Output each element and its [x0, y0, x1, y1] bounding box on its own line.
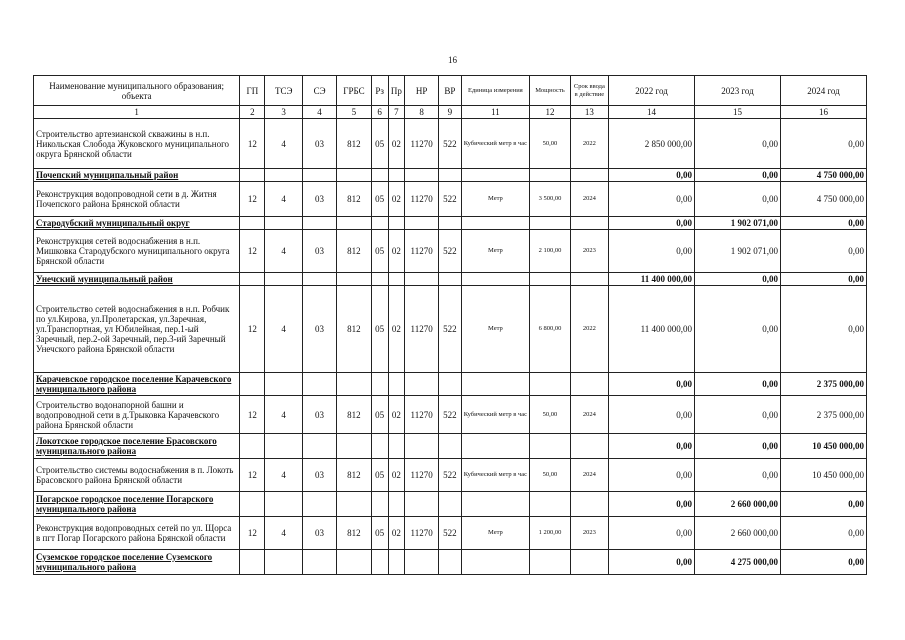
- group-row: [34, 217, 867, 230]
- cell-power: 2 100,00: [530, 230, 570, 273]
- empty-cell: [404, 492, 438, 517]
- object-name: Реконструкция водопроводных сетей по ул. Щорса в пгт Погар Погарского района Брянской области: [34, 517, 240, 550]
- page-number: 16: [448, 55, 457, 65]
- group-amount-2023: 2 660 000,00: [695, 492, 781, 517]
- empty-cell: [530, 169, 570, 182]
- empty-cell: [240, 492, 265, 517]
- empty-cell: [265, 169, 302, 182]
- cell-y2024: 0,00: [780, 230, 866, 273]
- empty-cell: [530, 273, 570, 286]
- empty-cell: [388, 550, 404, 575]
- empty-cell: [337, 273, 371, 286]
- empty-cell: [439, 492, 461, 517]
- cell-term: 2024: [570, 459, 608, 492]
- cell-se: 03: [302, 517, 336, 550]
- group-amount-2024: 2 375 000,00: [780, 373, 866, 396]
- cell-tse: 4: [265, 286, 302, 373]
- cell-grbs: 812: [337, 459, 371, 492]
- column-number: 13: [570, 106, 608, 119]
- group-amount-2022: 0,00: [609, 550, 695, 575]
- column-number-row: [34, 106, 867, 119]
- empty-cell: [570, 550, 608, 575]
- empty-cell: [404, 373, 438, 396]
- cell-pr: 02: [388, 459, 404, 492]
- cell-se: 03: [302, 286, 336, 373]
- empty-cell: [371, 550, 388, 575]
- header-tse: ТСЭ: [265, 76, 302, 106]
- empty-cell: [530, 217, 570, 230]
- cell-se: 03: [302, 230, 336, 273]
- cell-y2022: 0,00: [609, 396, 695, 434]
- header-2024: 2024 год: [780, 76, 866, 106]
- cell-tse: 4: [265, 459, 302, 492]
- cell-unit: Метр: [461, 230, 530, 273]
- empty-cell: [240, 273, 265, 286]
- group-amount-2024: 0,00: [780, 492, 866, 517]
- header-2022: 2022 год: [609, 76, 695, 106]
- empty-cell: [302, 217, 336, 230]
- cell-grbs: 812: [337, 286, 371, 373]
- header-vr: ВР: [439, 76, 461, 106]
- group-row: [34, 169, 867, 182]
- header-gp: ГП: [240, 76, 265, 106]
- cell-y2024: 0,00: [780, 517, 866, 550]
- cell-gp: 12: [240, 182, 265, 217]
- empty-cell: [404, 273, 438, 286]
- group-amount-2022: 0,00: [609, 434, 695, 459]
- object-row: [34, 459, 867, 492]
- empty-cell: [461, 169, 530, 182]
- group-row: [34, 373, 867, 396]
- empty-cell: [439, 373, 461, 396]
- cell-y2022: 0,00: [609, 459, 695, 492]
- cell-grbs: 812: [337, 230, 371, 273]
- cell-nr: 11270: [404, 182, 438, 217]
- cell-rz: 05: [371, 230, 388, 273]
- cell-grbs: 812: [337, 119, 371, 169]
- empty-cell: [337, 492, 371, 517]
- empty-cell: [265, 492, 302, 517]
- object-name: Строительство водонапорной башни и водопроводной сети в д.Трыковка Карачевского района Брянской области: [34, 396, 240, 434]
- budget-table-container: [33, 75, 867, 575]
- cell-pr: 02: [388, 182, 404, 217]
- cell-term: 2022: [570, 119, 608, 169]
- group-row: [34, 273, 867, 286]
- empty-cell: [461, 373, 530, 396]
- group-name: Стародубский муниципальный округ: [34, 217, 240, 230]
- column-number: 2: [240, 106, 265, 119]
- empty-cell: [240, 373, 265, 396]
- empty-cell: [461, 492, 530, 517]
- header-pr: Пр: [388, 76, 404, 106]
- cell-power: 3 500,00: [530, 182, 570, 217]
- cell-gp: 12: [240, 517, 265, 550]
- cell-vr: 522: [439, 396, 461, 434]
- object-name: Строительство артезианской скважины в н.п. Никольская Слобода Жуковского муниципального округа Брянской области: [34, 119, 240, 169]
- empty-cell: [530, 550, 570, 575]
- cell-pr: 02: [388, 119, 404, 169]
- cell-rz: 05: [371, 119, 388, 169]
- cell-grbs: 812: [337, 517, 371, 550]
- cell-grbs: 812: [337, 396, 371, 434]
- cell-rz: 05: [371, 182, 388, 217]
- empty-cell: [337, 169, 371, 182]
- cell-term: 2022: [570, 286, 608, 373]
- header-2023: 2023 год: [695, 76, 781, 106]
- cell-nr: 11270: [404, 396, 438, 434]
- cell-gp: 12: [240, 396, 265, 434]
- cell-grbs: 812: [337, 182, 371, 217]
- group-row: [34, 492, 867, 517]
- object-row: [34, 517, 867, 550]
- group-row: [34, 550, 867, 575]
- header-nr: НР: [404, 76, 438, 106]
- empty-cell: [371, 492, 388, 517]
- group-amount-2022: 0,00: [609, 373, 695, 396]
- empty-cell: [439, 169, 461, 182]
- cell-gp: 12: [240, 459, 265, 492]
- empty-cell: [302, 550, 336, 575]
- cell-unit: Метр: [461, 517, 530, 550]
- cell-pr: 02: [388, 517, 404, 550]
- empty-cell: [302, 373, 336, 396]
- cell-tse: 4: [265, 119, 302, 169]
- cell-nr: 11270: [404, 459, 438, 492]
- empty-cell: [337, 434, 371, 459]
- group-amount-2023: 0,00: [695, 169, 781, 182]
- empty-cell: [439, 434, 461, 459]
- empty-cell: [404, 217, 438, 230]
- cell-y2022: 0,00: [609, 230, 695, 273]
- group-amount-2024: 4 750 000,00: [780, 169, 866, 182]
- empty-cell: [461, 217, 530, 230]
- group-amount-2022: 0,00: [609, 217, 695, 230]
- empty-cell: [570, 373, 608, 396]
- cell-nr: 11270: [404, 230, 438, 273]
- empty-cell: [337, 550, 371, 575]
- table-body: [34, 119, 867, 575]
- group-name: Карачевское городское поселение Карачевского муниципального района: [34, 373, 240, 396]
- header-power: Мощность: [530, 76, 570, 106]
- empty-cell: [337, 217, 371, 230]
- cell-vr: 522: [439, 230, 461, 273]
- empty-cell: [439, 550, 461, 575]
- column-number: 15: [695, 106, 781, 119]
- cell-unit: Метр: [461, 286, 530, 373]
- cell-gp: 12: [240, 119, 265, 169]
- cell-power: 6 800,00: [530, 286, 570, 373]
- cell-unit: Кубический метр в час: [461, 459, 530, 492]
- cell-term: 2023: [570, 517, 608, 550]
- object-row: [34, 396, 867, 434]
- empty-cell: [302, 169, 336, 182]
- cell-y2023: 0,00: [695, 119, 781, 169]
- cell-y2023: 2 660 000,00: [695, 517, 781, 550]
- empty-cell: [371, 373, 388, 396]
- empty-cell: [265, 217, 302, 230]
- empty-cell: [461, 550, 530, 575]
- cell-gp: 12: [240, 286, 265, 373]
- cell-se: 03: [302, 182, 336, 217]
- cell-tse: 4: [265, 230, 302, 273]
- cell-y2024: 0,00: [780, 286, 866, 373]
- header-unit: Единица измерения: [461, 76, 530, 106]
- empty-cell: [388, 217, 404, 230]
- cell-vr: 522: [439, 182, 461, 217]
- budget-table: [33, 75, 867, 575]
- object-row: [34, 182, 867, 217]
- cell-term: 2024: [570, 396, 608, 434]
- cell-rz: 05: [371, 286, 388, 373]
- cell-pr: 02: [388, 286, 404, 373]
- cell-y2023: 0,00: [695, 459, 781, 492]
- empty-cell: [240, 434, 265, 459]
- cell-y2024: 2 375 000,00: [780, 396, 866, 434]
- empty-cell: [240, 550, 265, 575]
- cell-se: 03: [302, 459, 336, 492]
- cell-y2022: 0,00: [609, 182, 695, 217]
- empty-cell: [570, 273, 608, 286]
- column-number: 8: [404, 106, 438, 119]
- empty-cell: [404, 434, 438, 459]
- cell-vr: 522: [439, 517, 461, 550]
- empty-cell: [388, 273, 404, 286]
- header-term: Срок ввода в действие: [570, 76, 608, 106]
- column-number: 14: [609, 106, 695, 119]
- column-number: 7: [388, 106, 404, 119]
- group-amount-2024: 0,00: [780, 550, 866, 575]
- empty-cell: [388, 169, 404, 182]
- cell-y2022: 0,00: [609, 517, 695, 550]
- empty-cell: [570, 217, 608, 230]
- column-number: 4: [302, 106, 336, 119]
- empty-cell: [570, 492, 608, 517]
- cell-power: 50,00: [530, 119, 570, 169]
- group-name: Почепский муниципальный район: [34, 169, 240, 182]
- column-number: 5: [337, 106, 371, 119]
- empty-cell: [265, 373, 302, 396]
- empty-cell: [439, 217, 461, 230]
- empty-cell: [302, 434, 336, 459]
- cell-term: 2024: [570, 182, 608, 217]
- cell-power: 1 200,00: [530, 517, 570, 550]
- group-name: Суземское городское поселение Суземского муниципального района: [34, 550, 240, 575]
- cell-y2023: 0,00: [695, 182, 781, 217]
- empty-cell: [371, 217, 388, 230]
- group-amount-2022: 11 400 000,00: [609, 273, 695, 286]
- cell-nr: 11270: [404, 517, 438, 550]
- column-number: 12: [530, 106, 570, 119]
- cell-tse: 4: [265, 396, 302, 434]
- group-amount-2023: 1 902 071,00: [695, 217, 781, 230]
- column-number: 11: [461, 106, 530, 119]
- cell-nr: 11270: [404, 286, 438, 373]
- group-name: Унечский муниципальный район: [34, 273, 240, 286]
- cell-unit: Метр: [461, 182, 530, 217]
- empty-cell: [404, 169, 438, 182]
- cell-y2024: 0,00: [780, 119, 866, 169]
- group-amount-2024: 10 450 000,00: [780, 434, 866, 459]
- group-amount-2024: 0,00: [780, 273, 866, 286]
- cell-term: 2023: [570, 230, 608, 273]
- empty-cell: [265, 550, 302, 575]
- empty-cell: [530, 373, 570, 396]
- cell-rz: 05: [371, 396, 388, 434]
- empty-cell: [371, 169, 388, 182]
- empty-cell: [371, 273, 388, 286]
- cell-y2024: 4 750 000,00: [780, 182, 866, 217]
- empty-cell: [570, 434, 608, 459]
- header-rz: Рз: [371, 76, 388, 106]
- empty-cell: [461, 434, 530, 459]
- cell-tse: 4: [265, 182, 302, 217]
- cell-nr: 11270: [404, 119, 438, 169]
- cell-y2022: 11 400 000,00: [609, 286, 695, 373]
- empty-cell: [302, 273, 336, 286]
- cell-vr: 522: [439, 286, 461, 373]
- empty-cell: [570, 169, 608, 182]
- empty-cell: [439, 273, 461, 286]
- object-name: Реконструкция сетей водоснабжения в н.п. Мишковка Стародубского муниципального округа Брянской области: [34, 230, 240, 273]
- group-amount-2023: 0,00: [695, 434, 781, 459]
- header-grbs: ГРБС: [337, 76, 371, 106]
- cell-rz: 05: [371, 517, 388, 550]
- column-number: 16: [780, 106, 866, 119]
- cell-pr: 02: [388, 230, 404, 273]
- empty-cell: [461, 273, 530, 286]
- group-amount-2024: 0,00: [780, 217, 866, 230]
- empty-cell: [337, 373, 371, 396]
- object-name: Строительство системы водоснабжения в п. Локоть Брасовского района Брянской области: [34, 459, 240, 492]
- cell-tse: 4: [265, 517, 302, 550]
- group-amount-2023: 0,00: [695, 373, 781, 396]
- column-number: 1: [34, 106, 240, 119]
- cell-se: 03: [302, 396, 336, 434]
- empty-cell: [240, 169, 265, 182]
- cell-se: 03: [302, 119, 336, 169]
- cell-vr: 522: [439, 459, 461, 492]
- empty-cell: [265, 434, 302, 459]
- group-amount-2022: 0,00: [609, 492, 695, 517]
- empty-cell: [240, 217, 265, 230]
- object-name: Реконструкция водопроводной сети в д. Житня Почепского района Брянской области: [34, 182, 240, 217]
- cell-vr: 522: [439, 119, 461, 169]
- empty-cell: [530, 492, 570, 517]
- group-amount-2023: 4 275 000,00: [695, 550, 781, 575]
- empty-cell: [530, 434, 570, 459]
- group-amount-2022: 0,00: [609, 169, 695, 182]
- cell-power: 50,00: [530, 459, 570, 492]
- column-number: 3: [265, 106, 302, 119]
- object-row: [34, 119, 867, 169]
- cell-y2022: 2 850 000,00: [609, 119, 695, 169]
- empty-cell: [388, 492, 404, 517]
- header-row: [34, 76, 867, 106]
- cell-pr: 02: [388, 396, 404, 434]
- empty-cell: [371, 434, 388, 459]
- cell-y2024: 10 450 000,00: [780, 459, 866, 492]
- cell-rz: 05: [371, 459, 388, 492]
- empty-cell: [265, 273, 302, 286]
- cell-y2023: 1 902 071,00: [695, 230, 781, 273]
- empty-cell: [404, 550, 438, 575]
- empty-cell: [302, 492, 336, 517]
- group-amount-2023: 0,00: [695, 273, 781, 286]
- cell-gp: 12: [240, 230, 265, 273]
- cell-power: 50,00: [530, 396, 570, 434]
- empty-cell: [388, 373, 404, 396]
- column-number: 6: [371, 106, 388, 119]
- header-name: Наименование муниципального образования; объекта: [34, 76, 240, 106]
- column-number: 9: [439, 106, 461, 119]
- object-row: [34, 230, 867, 273]
- header-se: СЭ: [302, 76, 336, 106]
- object-row: [34, 286, 867, 373]
- group-name: Погарское городское поселение Погарского муниципального района: [34, 492, 240, 517]
- cell-unit: Кубический метр в час: [461, 396, 530, 434]
- group-row: [34, 434, 867, 459]
- empty-cell: [388, 434, 404, 459]
- cell-unit: Кубический метр в час: [461, 119, 530, 169]
- cell-y2023: 0,00: [695, 286, 781, 373]
- object-name: Строительство сетей водоснабжения в н.п. Робчик по ул.Кирова, ул.Пролетарская, ул.Заречная, ул.Транспортная, ул Юбилейная, пер.1-ый Заречный, пер.2-ой Заречный, пер.3-ий Заречный Унечского района Брянской области: [34, 286, 240, 373]
- cell-y2023: 0,00: [695, 396, 781, 434]
- group-name: Локотское городское поселение Брасовского муниципального района: [34, 434, 240, 459]
